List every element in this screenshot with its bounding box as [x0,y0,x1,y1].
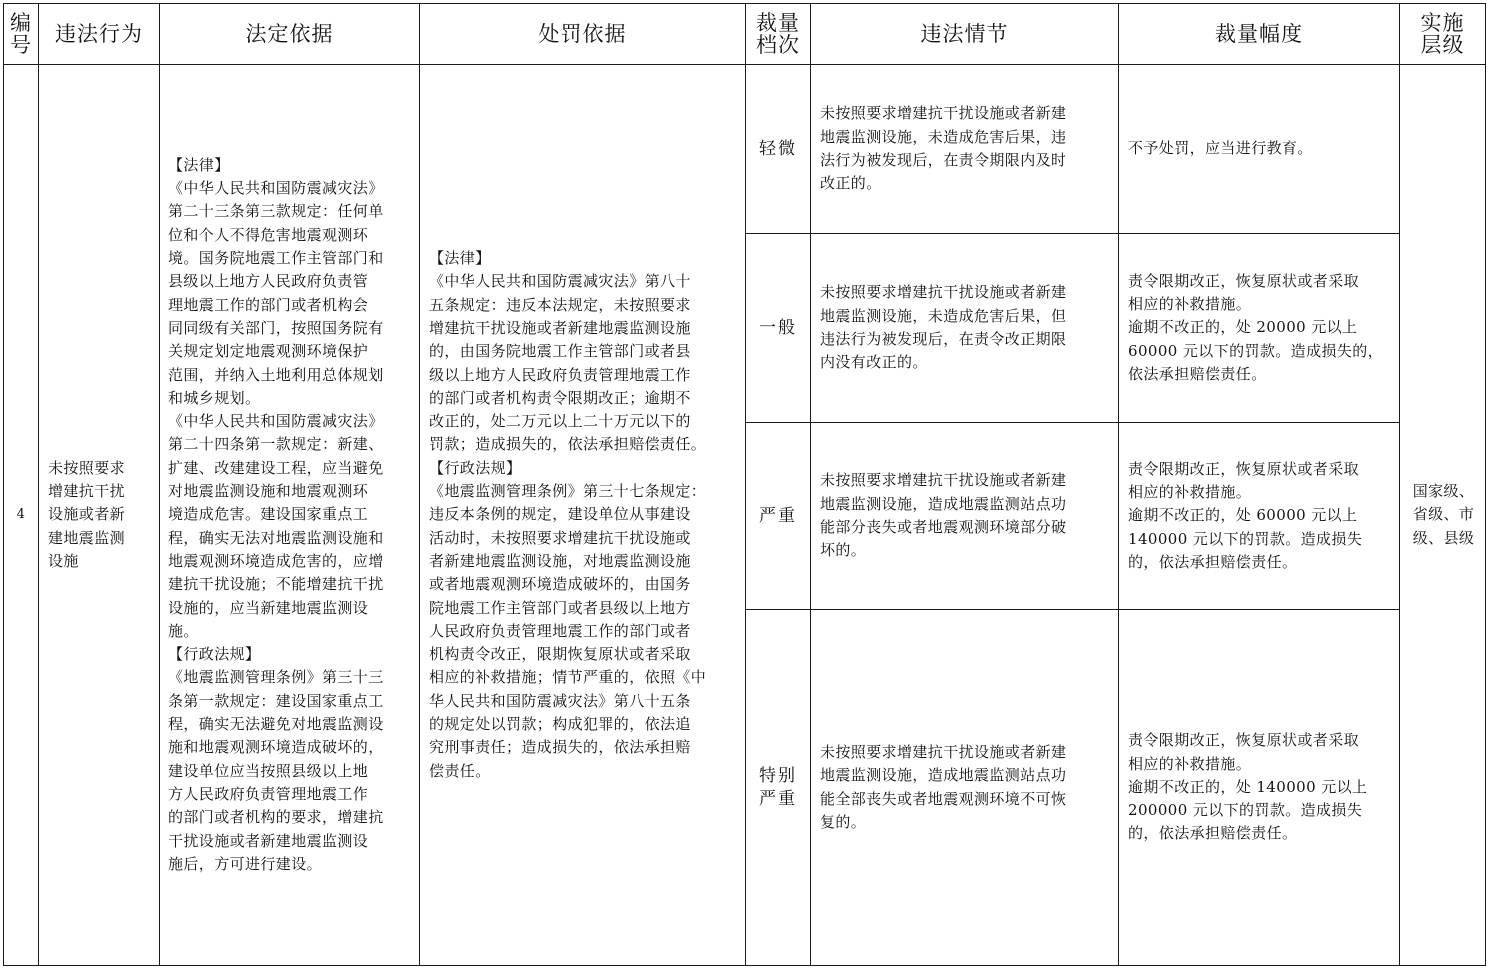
header-circumstance: 违法情节 [811,4,1119,65]
record-legal-basis: 【法律】 《中华人民共和国防震减灾法》 第二十三条第三款规定：任何单 位和个人不得危害地震观测环 境。国务院地震工作主管部门和 县级以上地方人民政府负责管 理地震工作的部门或者机构会 同同级有关部门，按照国务院有 关规定划定地震观测环境保护 范围，并纳入土地利用总体规划 和城乡规划。 《中华人民共和国防震减灾法》 第二十四条第一款规定：新建、 扩建、改建建设工程，应当避免 对地震监测设施和地震观测环 境造成危害。建设国家重点工 程，确实无法对地震监测设施和 地震观测环境造成危害的，应增 建抗干扰设施；不能增建抗干扰 设施的，应当新建地震监测设 施。 【行政法规】 《地震监测管理条例》第三十三 条第一款规定：建设国家重点工 程，确实无法避免对地震监测设 施和地震观测环境造成破坏的， 建设单位应当按照县级以上地 方人民政府负责管理地震工作 的部门或者机构的要求，增建抗 干扰设施或者新建地震监测设 施后，方可进行建设。 [160,65,420,966]
tier-range: 不予处罚，应当进行教育。 [1119,65,1400,234]
table-row [4,65,1486,234]
header-level: 裁量 档次 [746,4,811,65]
header-penalty-basis: 处罚依据 [420,4,746,65]
tier-circumstance: 未按照要求增建抗干扰设施或者新建 地震监测设施，未造成危害后果，但 违法行为被发现后，在责令改正期限 内没有改正的。 [811,234,1119,423]
tier-circumstance: 未按照要求增建抗干扰设施或者新建 地震监测设施，未造成危害后果，违 法行为被发现后，在责令期限内及时 改正的。 [811,65,1119,234]
header-legal-basis: 法定依据 [160,4,420,65]
tier-range: 责令限期改正，恢复原状或者采取 相应的补救措施。 逾期不改正的，处 60000 元以上 140000 元以下的罚款。造成损失 的，依法承担赔偿责任。 [1119,423,1400,610]
tier-level: 轻微 [746,65,811,234]
tier-level: 严重 [746,423,811,610]
tier-circumstance: 未按照要求增建抗干扰设施或者新建 地震监测设施，造成地震监测站点功 能部分丧失或者地震观测环境部分破 坏的。 [811,423,1119,610]
tier-level: 一般 [746,234,811,423]
header-act: 违法行为 [39,4,160,65]
discretion-standard-table [3,3,1486,966]
header-range: 裁量幅度 [1119,4,1400,65]
header-id: 编 号 [4,4,39,65]
header-row [4,4,1486,65]
tier-circumstance: 未按照要求增建抗干扰设施或者新建 地震监测设施，造成地震监测站点功 能全部丧失或者地震观测环境不可恢 复的。 [811,610,1119,966]
tier-level: 特别 严重 [746,610,811,966]
record-impl-level: 国家级、 省级、市 级、县级 [1400,65,1486,966]
tier-range: 责令限期改正，恢复原状或者采取 相应的补救措施。 逾期不改正的，处 20000 元以上 60000 元以下的罚款。造成损失的， 依法承担赔偿责任。 [1119,234,1400,423]
tier-range: 责令限期改正，恢复原状或者采取 相应的补救措施。 逾期不改正的，处 140000 元以上 200000 元以下的罚款。造成损失 的，依法承担赔偿责任。 [1119,610,1400,966]
record-act: 未按照要求 增建抗干扰 设施或者新 建地震监测 设施 [39,65,160,966]
record-penalty-basis: 【法律】 《中华人民共和国防震减灾法》第八十 五条规定：违反本法规定，未按照要求 增建抗干扰设施或者新建地震监测设施 的，由国务院地震工作主管部门或者县 级以上地方人民政府负责管理地震工作 的部门或者机构责令限期改正；逾期不 改正的，处二万元以上二十万元以下的 罚款；造成损失的，依法承担赔偿责任。 【行政法规】 《地震监测管理条例》第三十七条规定： 违反本条例的规定，建设单位从事建设 活动时，未按照要求增建抗干扰设施或 者新建地震监测设施，对地震监测设施 或者地震观测环境造成破坏的，由国务 院地震工作主管部门或者县级以上地方 人民政府负责管理地震工作的部门或者 机构责令改正，限期恢复原状或者采取 相应的补救措施；情节严重的，依照《中 华人民共和国防震减灾法》第八十五条 的规定处以罚款；构成犯罪的，依法追 究刑事责任；造成损失的，依法承担赔 偿责任。 [420,65,746,966]
record-id: 4 [4,65,39,966]
header-impl-level: 实施 层级 [1400,4,1486,65]
